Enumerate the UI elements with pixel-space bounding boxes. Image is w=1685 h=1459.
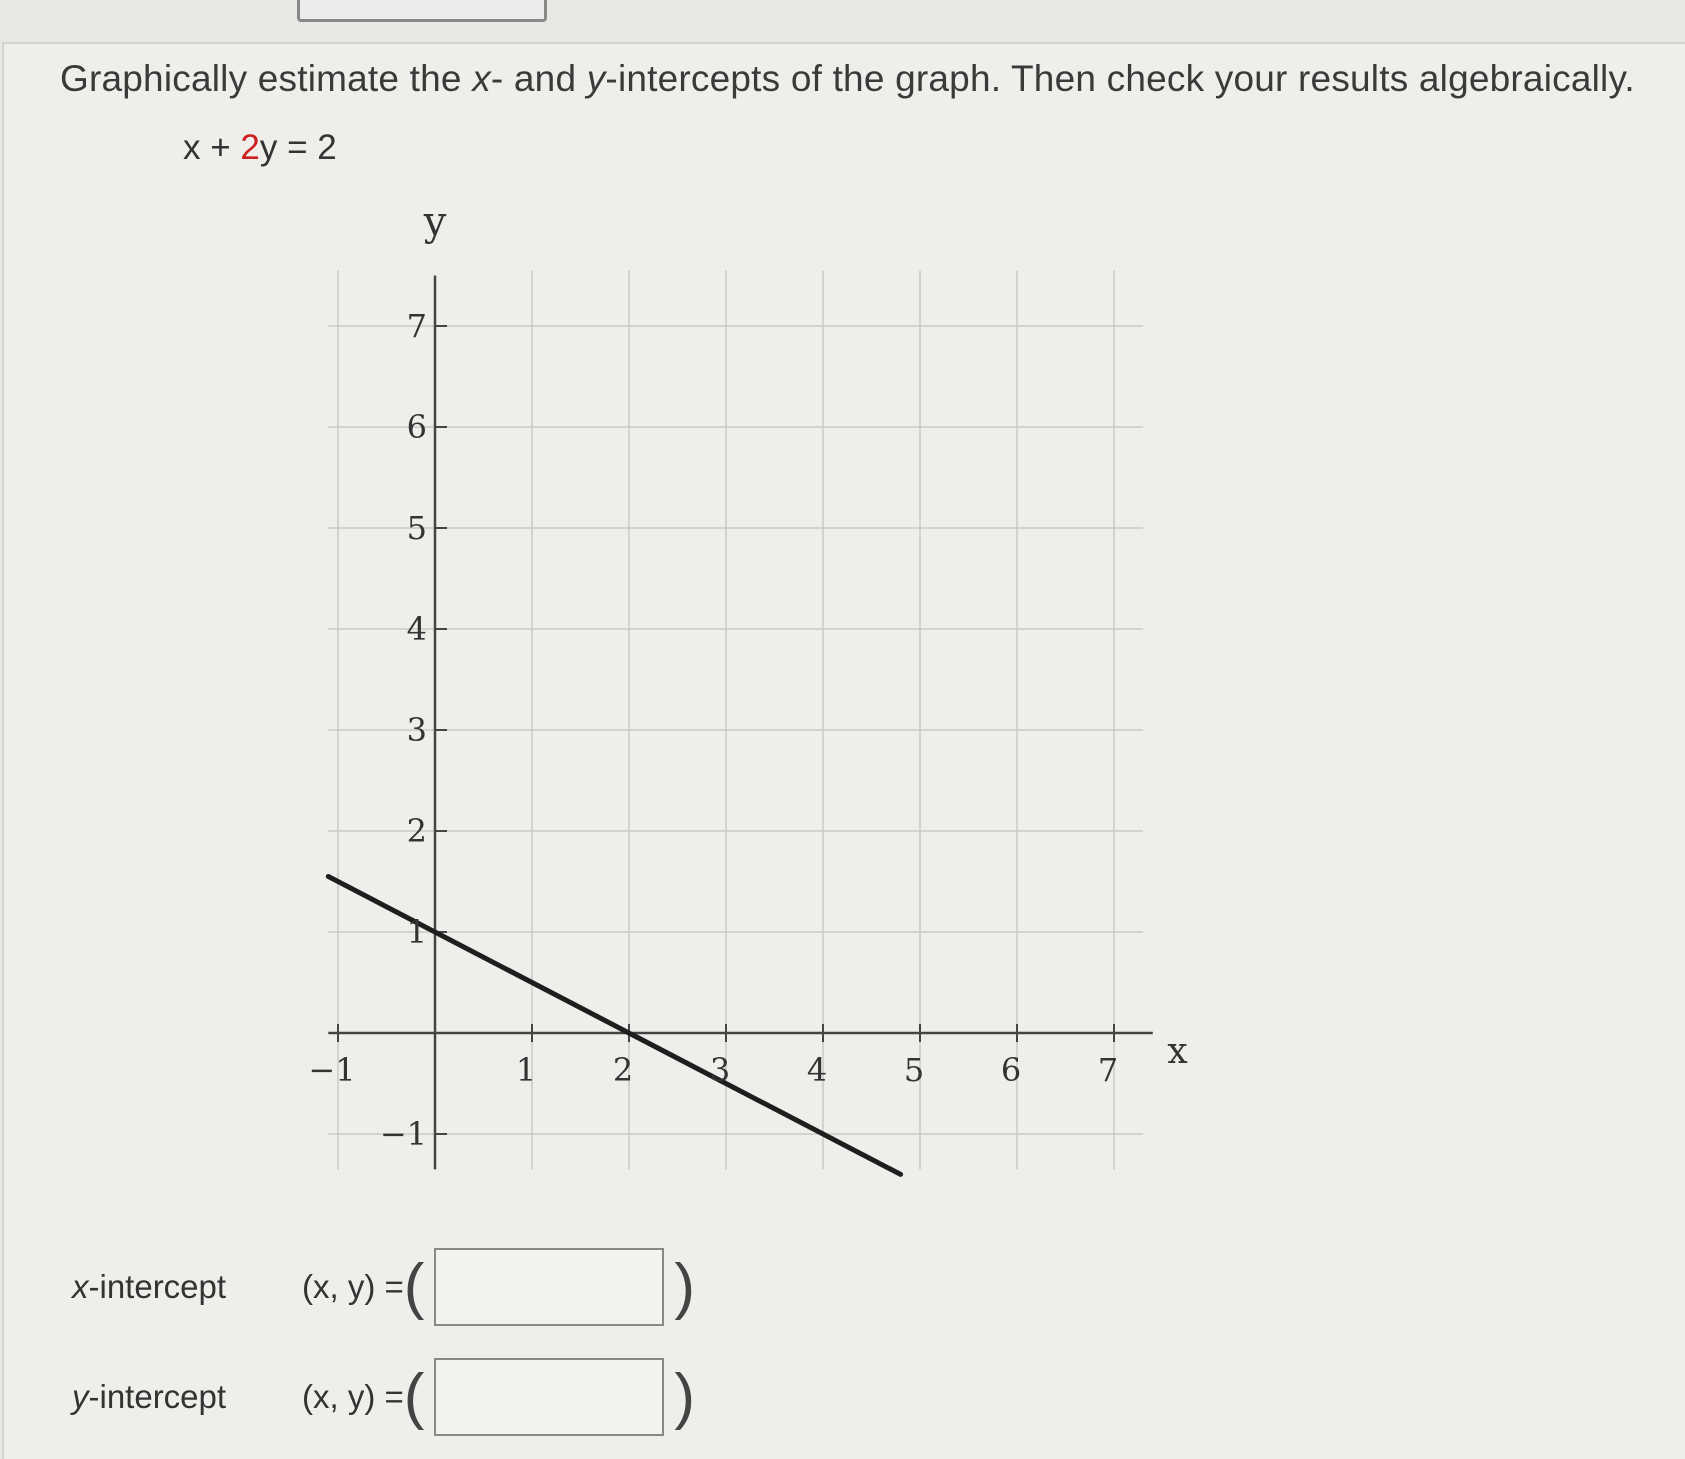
y-intercept-label: y-intercept bbox=[72, 1378, 227, 1415]
axes bbox=[328, 276, 1153, 1170]
x-tick-label: 2 bbox=[612, 1051, 634, 1089]
x-intercept-label: x-intercept bbox=[72, 1268, 227, 1305]
y-intercept-input[interactable] bbox=[434, 1358, 664, 1436]
question-text: Graphically estimate the x- and y-intercepts of the graph. Then check your results algebraically. bbox=[60, 58, 1635, 99]
y-tick-label: 5 bbox=[406, 509, 427, 547]
x-tick-label: 4 bbox=[806, 1051, 828, 1089]
y-tick-label: 2 bbox=[406, 812, 427, 850]
x-tick-label: 6 bbox=[1000, 1051, 1022, 1089]
tick-labels bbox=[308, 199, 1187, 1153]
y-tick-label: 6 bbox=[406, 408, 427, 446]
x-tick-label: −1 bbox=[308, 1051, 356, 1089]
y-axis-label: y bbox=[423, 199, 447, 246]
x-intercept-xy: (x, y) = bbox=[302, 1268, 404, 1305]
open-paren: ( bbox=[403, 1362, 425, 1431]
x-intercept-input[interactable] bbox=[434, 1248, 664, 1326]
x-tick-label: 3 bbox=[709, 1051, 731, 1089]
x-tick-label: 1 bbox=[515, 1051, 537, 1089]
y-intercept-row bbox=[72, 1358, 695, 1436]
open-paren: ( bbox=[403, 1252, 425, 1321]
y-tick-label: −1 bbox=[379, 1115, 427, 1153]
y-tick-label: 3 bbox=[406, 711, 427, 749]
x-intercept-row bbox=[72, 1248, 695, 1326]
close-paren: ) bbox=[674, 1252, 696, 1321]
y-tick-label: 7 bbox=[406, 307, 427, 345]
grid bbox=[328, 270, 1143, 1169]
y-intercept-xy: (x, y) = bbox=[302, 1378, 404, 1415]
equation: x + 2y = 2 bbox=[183, 128, 337, 167]
y-tick-label: 4 bbox=[406, 610, 427, 648]
y-tick-label: 1 bbox=[406, 913, 427, 951]
x-tick-label: 7 bbox=[1097, 1051, 1119, 1089]
close-paren: ) bbox=[674, 1362, 696, 1431]
x-tick-label: 5 bbox=[903, 1051, 925, 1089]
x-axis-label: x bbox=[1167, 1031, 1188, 1072]
